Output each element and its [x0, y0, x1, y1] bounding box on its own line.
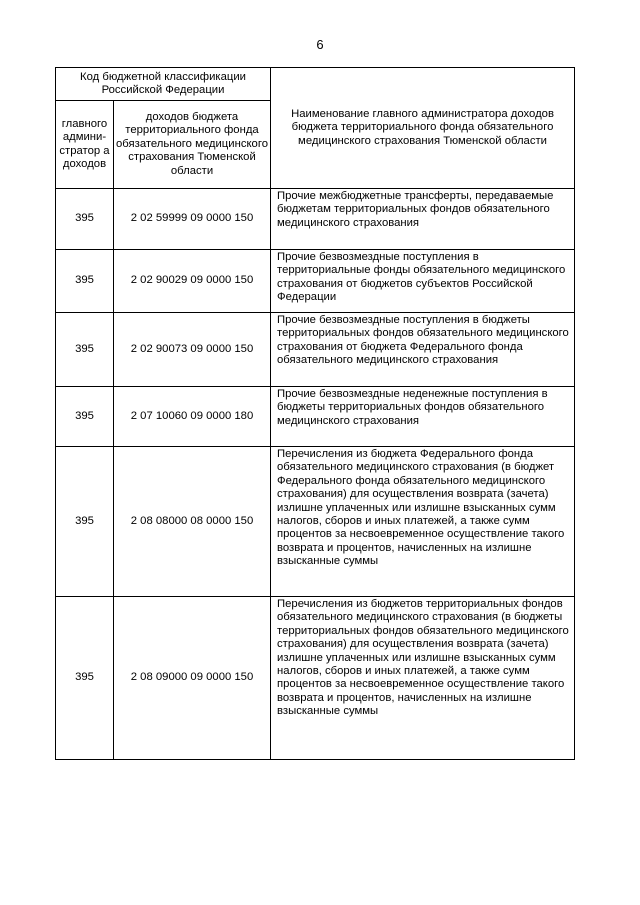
table-row	[56, 447, 575, 597]
income-code-cell: 2 02 59999 09 0000 150	[114, 189, 271, 250]
income-name-cell: Перечисления из бюджетов территориальных фондов обязательного медицинского страхования (в бюджеты территориальных фондов обязательного медицинского страхования) для осуществления возврата (зачета) излишне уплаченных или излишне взысканных сумм налогов, сборов и иных платежей, а также сумм процентов за несвоевременное осуществление такого возврата и процентов, начисленных на излишне взысканные суммы	[271, 597, 575, 760]
table-row	[56, 313, 575, 387]
admin-code-cell: 395	[56, 313, 114, 387]
income-name-cell: Перечисления из бюджета Федерального фонда обязательного медицинского страхования (в бюджет Федерального фонда обязательного медицинского страхования) для осуществления возврата (зачета) излишне уплаченных или излишне взысканных сумм налогов, сборов и иных платежей, а также сумм процентов за несвоевременное осуществление такого возврата и процентов, начисленных на излишне взысканные суммы	[271, 447, 575, 597]
income-name-cell: Прочие безвозмездные неденежные поступления в бюджеты территориальных фондов обязательного медицинского страхования	[271, 387, 575, 447]
table-row	[56, 387, 575, 447]
admin-code-cell: 395	[56, 597, 114, 760]
income-name-cell: Прочие безвозмездные поступления в территориальные фонды обязательного медицинского страхования от бюджетов субъектов Российской Федерации	[271, 250, 575, 313]
income-name-cell: Прочие межбюджетные трансферты, передаваемые бюджетам территориальных фондов обязательного медицинского страхования	[271, 189, 575, 250]
header-administrator-name: Наименование главного администратора доходов бюджета территориального фонда обязательного медицинского страхования Тюменской области	[271, 68, 575, 189]
admin-code-cell: 395	[56, 387, 114, 447]
table-row	[56, 250, 575, 313]
income-code-cell: 2 02 90029 09 0000 150	[114, 250, 271, 313]
table-row	[56, 189, 575, 250]
income-code-cell: 2 02 90073 09 0000 150	[114, 313, 271, 387]
budget-classification-table	[55, 67, 575, 760]
admin-code-cell: 395	[56, 189, 114, 250]
table-row	[56, 597, 575, 760]
header-budget-classification-code: Код бюджетной классификации Российской Федерации	[56, 68, 271, 101]
admin-code-cell: 395	[56, 447, 114, 597]
header-main-administrator: главного админи-стратор а доходов	[56, 101, 114, 189]
income-code-cell: 2 07 10060 09 0000 180	[114, 387, 271, 447]
admin-code-cell: 395	[56, 250, 114, 313]
income-code-cell: 2 08 09000 09 0000 150	[114, 597, 271, 760]
table-body	[56, 189, 575, 760]
income-name-cell: Прочие безвозмездные поступления в бюджеты территориальных фондов обязательного медицинского страхования от бюджета Федерального фонда обязательного медицинского страхования	[271, 313, 575, 387]
header-income-code: доходов бюджета территориального фонда обязательного медицинского страхования Тюменской области	[114, 101, 271, 189]
page-number: 6	[316, 37, 324, 52]
income-code-cell: 2 08 08000 08 0000 150	[114, 447, 271, 597]
